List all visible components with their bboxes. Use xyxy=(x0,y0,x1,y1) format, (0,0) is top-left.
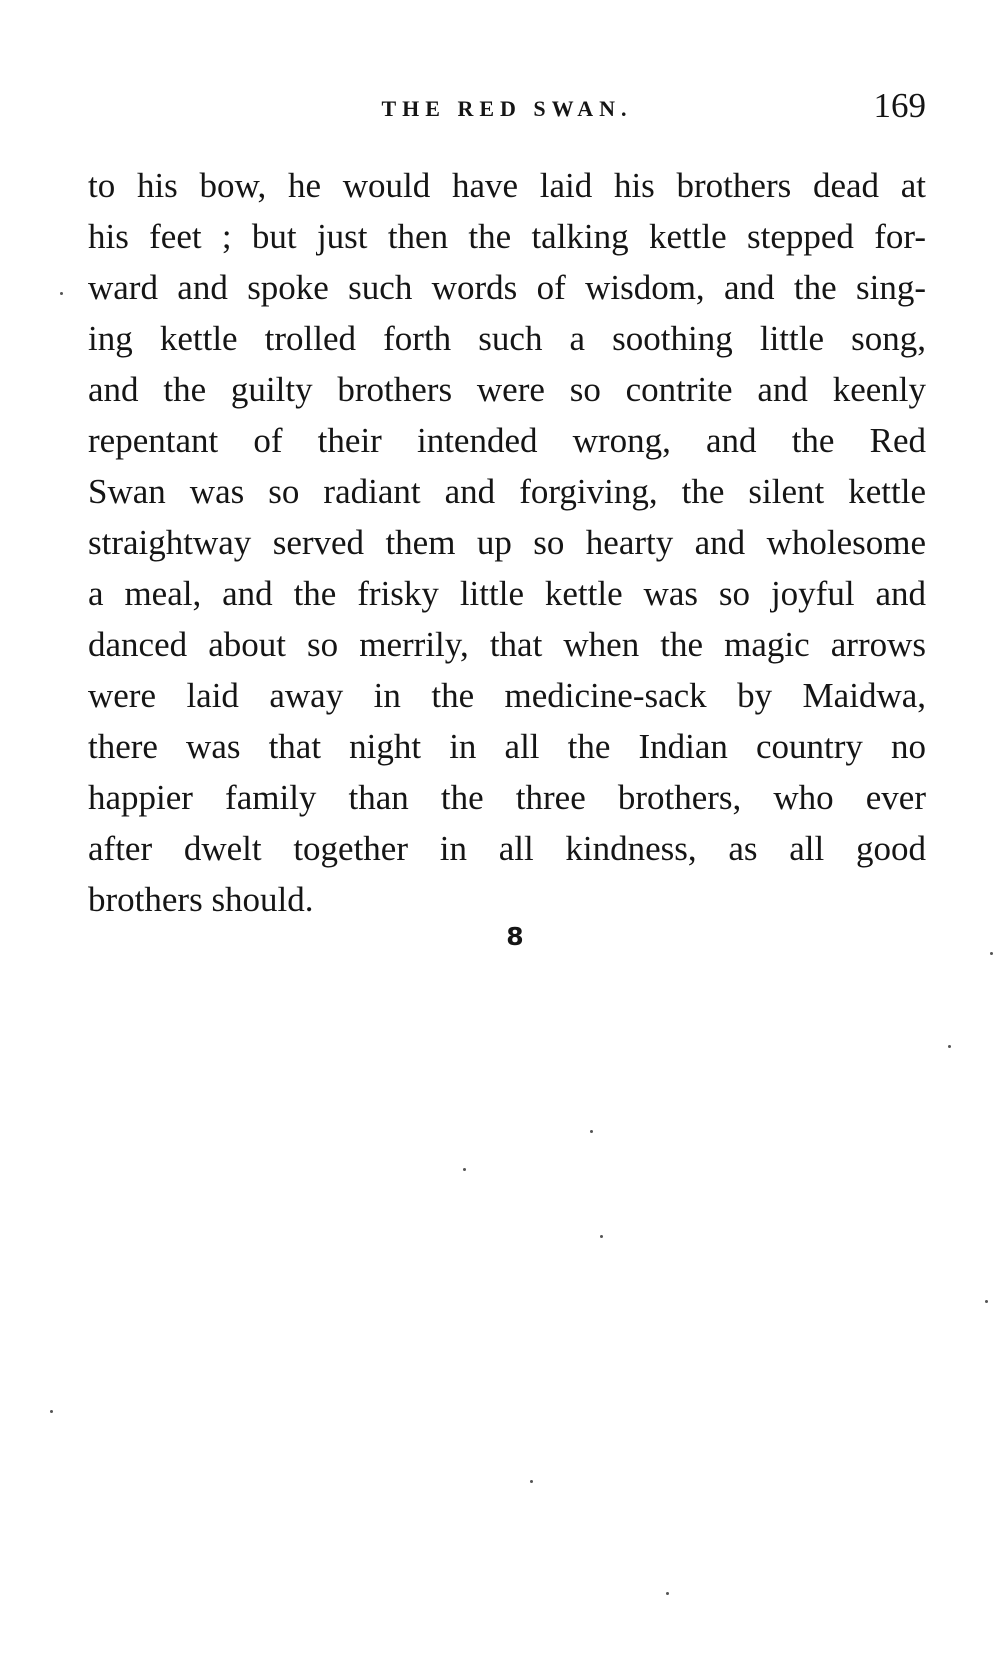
text-line: were laid away in the medicine-sack by Maidwa, xyxy=(88,676,926,715)
text-line: repentant of their intended wrong, and the Red xyxy=(88,421,926,460)
text-line: after dwelt together in all kindness, as all good xyxy=(88,829,926,868)
scan-speck xyxy=(948,1045,951,1048)
scan-speck xyxy=(530,1480,533,1483)
text-line: happier family than the three brothers, who ever xyxy=(88,778,926,817)
scan-speck xyxy=(600,1235,603,1238)
scan-speck xyxy=(590,1130,593,1133)
text-line: ing kettle trolled forth such a soothing little song, xyxy=(88,319,926,358)
text-line: brothers should. xyxy=(88,880,314,919)
running-title: THE RED SWAN. xyxy=(381,96,633,121)
text-line: ward and spoke such words of wisdom, and the sing- xyxy=(88,268,926,307)
text-line: danced about so merrily, that when the magic arrows xyxy=(88,625,926,664)
running-head xyxy=(88,86,926,130)
text-line: Swan was so radiant and forgiving, the silent kettle xyxy=(88,472,926,511)
text-line: to his bow, he would have laid his brothers dead at xyxy=(88,166,926,205)
scan-speck xyxy=(990,952,993,955)
text-line: his feet ; but just then the talking kettle stepped for- xyxy=(88,217,926,256)
page-number: 169 xyxy=(873,86,926,125)
text-line: and the guilty brothers were so contrite and keenly xyxy=(88,370,926,409)
signature-mark: 8 xyxy=(506,922,524,951)
scan-speck xyxy=(60,292,63,295)
text-line: a meal, and the frisky little kettle was so joyful and xyxy=(88,574,926,613)
text-line: straightway served them up so hearty and wholesome xyxy=(88,523,926,562)
body-text xyxy=(88,160,926,925)
scan-speck xyxy=(50,1410,53,1413)
scan-speck xyxy=(666,1592,669,1595)
text-line: there was that night in all the Indian country no xyxy=(88,727,926,766)
scan-speck xyxy=(985,1300,988,1303)
scan-speck xyxy=(463,1168,466,1171)
